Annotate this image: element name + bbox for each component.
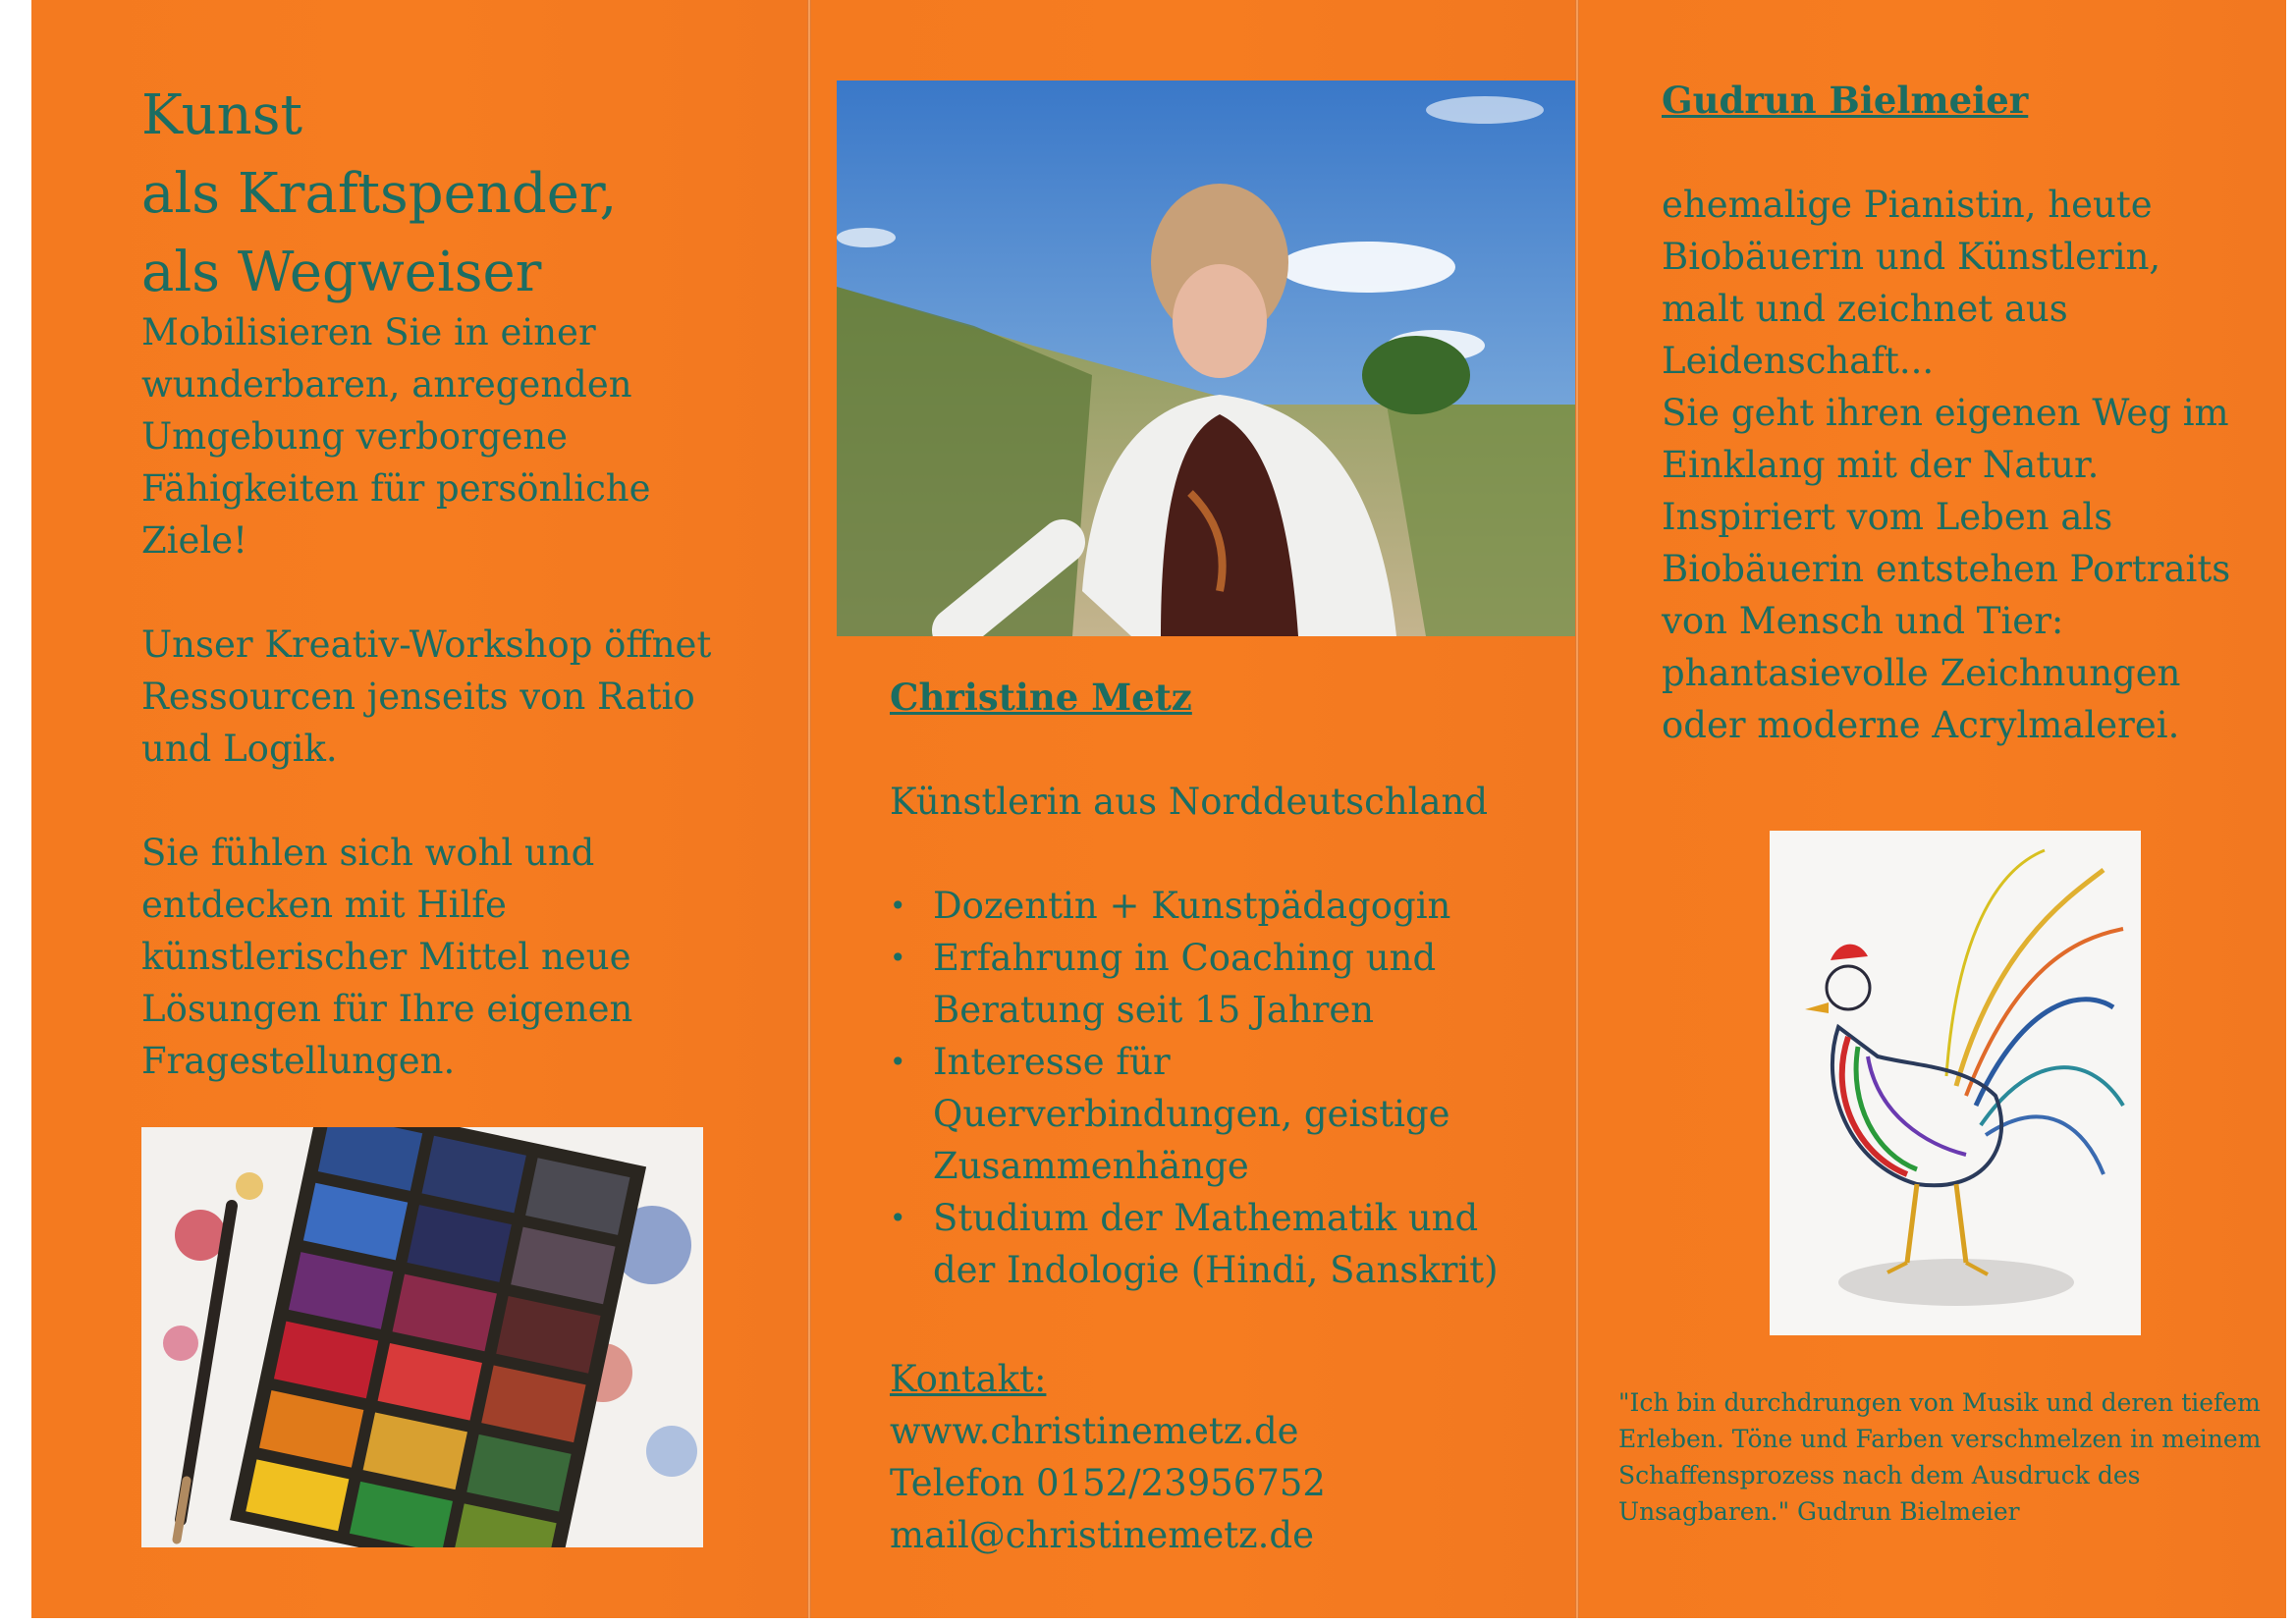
bio-paragraph-3: Inspiriert vom Leben als Biobäuerin entstehen Portraits von Mensch und Tier: phantasievolle Zeichnungen oder moderne Acrylmalerei. <box>1662 496 2231 746</box>
list-item: • Dozentin + Kunstpädagogin <box>890 880 1538 932</box>
headline-line-2: als Kraftspender, <box>141 162 618 226</box>
intro-text <box>141 306 750 1139</box>
rooster-drawing <box>1770 831 2141 1335</box>
panel-middle <box>811 0 1575 1618</box>
list-item: • Interesse für Querverbindungen, geistige Zusammenhänge <box>890 1036 1538 1192</box>
fold-line-right <box>1575 0 1579 1618</box>
panel-left <box>31 0 807 1618</box>
christine-name: Christine Metz <box>890 676 1192 719</box>
intro-paragraph-1: Mobilisieren Sie in einer wunderbaren, anregenden Umgebung verborgene Fähigkeiten für persönliche Ziele! <box>141 311 651 562</box>
contact-block <box>890 1353 1538 1561</box>
contact-label: Kontakt: <box>890 1358 1047 1400</box>
list-item: • Studium der Mathematik und der Indologie (Hindi, Sanskrit) <box>890 1192 1538 1296</box>
fold-line-left <box>807 0 811 1618</box>
gudrun-bio <box>1662 179 2241 751</box>
qualification-list <box>890 880 1538 1296</box>
watercolor-palette-photo <box>141 1127 703 1547</box>
list-item: • Erfahrung in Coaching und Beratung seit 15 Jahren <box>890 932 1538 1036</box>
phone-number: Telefon 0152/23956752 <box>890 1462 1326 1504</box>
bio-paragraph-1: ehemalige Pianistin, heute Biobäuerin und Künstlerin, malt und zeichnet aus Leidenschaft... <box>1662 184 2161 382</box>
intro-paragraph-3: Sie fühlen sich wohl und entdecken mit Hilfe künstlerischer Mittel neue Lösungen für Ihre eigenen Fragestellungen. <box>141 832 633 1082</box>
gudrun-quote: "Ich bin durchdrungen von Musik und deren tiefem Erleben. Töne und Farben verschmelzen in meinem Schaffensprozess nach dem Ausdruck des Unsagbaren." Gudrun Bielmeier <box>1618 1388 2262 1526</box>
headline-line-1: Kunst <box>141 83 302 147</box>
email-link[interactable]: mail@christinemetz.de <box>890 1514 1314 1556</box>
headline <box>141 77 617 312</box>
gudrun-name: Gudrun Bielmeier <box>1662 79 2029 122</box>
portrait-photo <box>837 81 1575 636</box>
headline-line-3: als Wegweiser <box>141 241 542 304</box>
intro-paragraph-2: Unser Kreativ-Workshop öffnet Ressourcen jenseits von Ratio und Logik. <box>141 623 712 770</box>
christine-subtitle: Künstlerin aus Norddeutschland <box>890 781 1489 823</box>
website-link[interactable]: www.christinemetz.de <box>890 1410 1299 1452</box>
panel-right <box>1579 0 2286 1618</box>
bio-paragraph-2: Sie geht ihren eigenen Weg im Einklang mit der Natur. <box>1662 392 2229 486</box>
